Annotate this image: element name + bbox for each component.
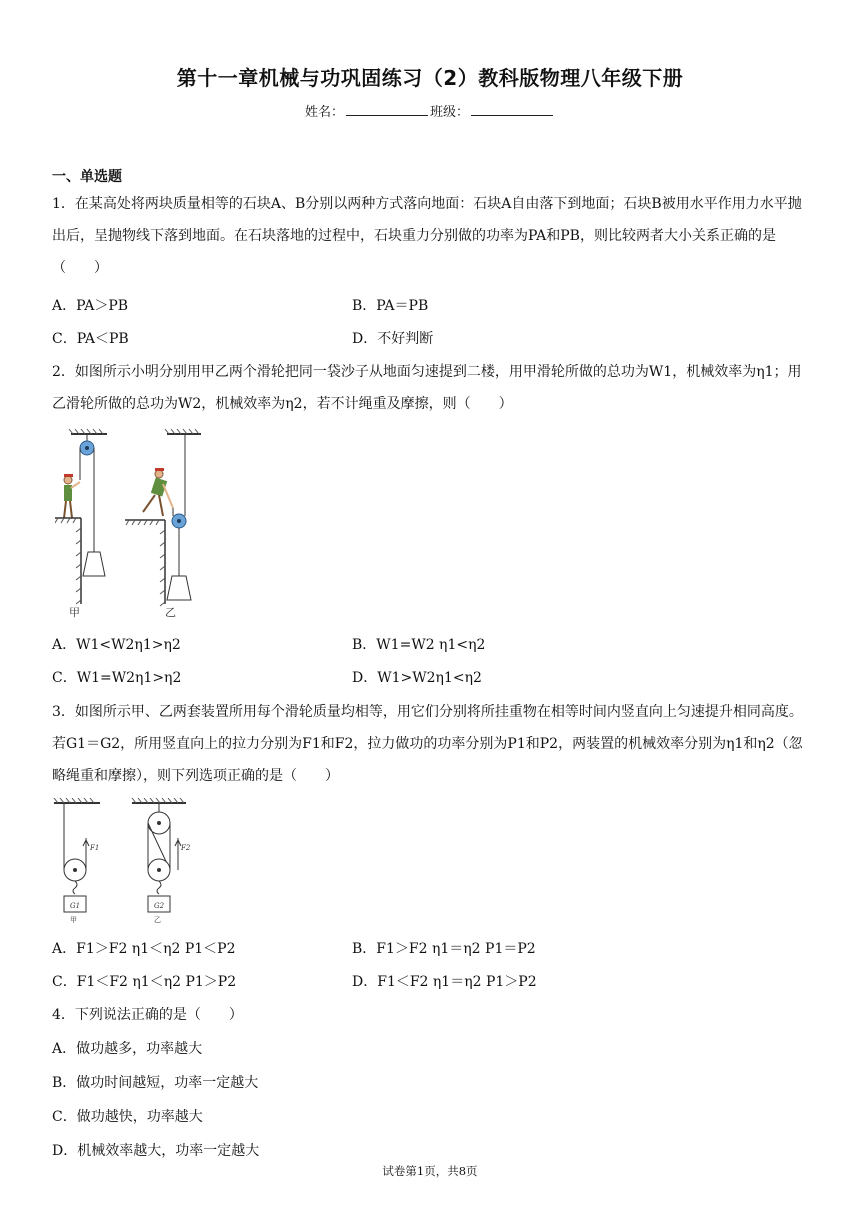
q3-label-jia: 甲 <box>70 916 77 924</box>
name-label: 姓名： <box>304 105 344 120</box>
label-g2: G2 <box>154 902 165 910</box>
page-footer: 试卷第1页，共8页 <box>382 1164 478 1178</box>
label-f2: F2 <box>181 844 191 852</box>
name-blank[interactable] <box>346 103 428 116</box>
q4-option-d[interactable]: D．机械效率越大，功率一定越大 <box>52 1143 260 1159</box>
q1-option-c[interactable]: C．PA＜PB <box>52 331 129 347</box>
question-2-stem: 2．如图所示小明分别用甲乙两个滑轮把同一袋沙子从地面匀速提到二楼，用甲滑轮所做的总功为W1，机械效率为η1；用乙滑轮所做的总功为W2，机械效率为η2，若不计绳重及摩擦，则（ ） <box>52 364 802 412</box>
q2-option-a[interactable]: A．W1<W2η1>η2 <box>52 637 181 653</box>
label-f1: F1 <box>90 844 100 852</box>
q3-option-d[interactable]: D．F1＜F2 η1＝η2 P1＞P2 <box>352 974 537 990</box>
q2-option-c[interactable]: C．W1=W2η1>η2 <box>52 670 182 686</box>
q4-option-a[interactable]: A．做功越多，功率越大 <box>52 1041 203 1057</box>
q2-pulley-figure <box>55 428 215 620</box>
section-heading: 一、单选题 <box>52 169 122 185</box>
label-g1: G1 <box>70 902 81 910</box>
q3-label-yi: 乙 <box>154 916 161 924</box>
q3-pulley-figure <box>52 798 192 926</box>
figure-label-jia: 甲 <box>69 606 80 619</box>
class-label: 班级： <box>430 105 470 120</box>
q1-option-b[interactable]: B．PA＝PB <box>352 298 429 314</box>
q2-option-b[interactable]: B．W1=W2 η1<η2 <box>352 637 486 653</box>
q3-option-c[interactable]: C．F1＜F2 η1＜η2 P1＞P2 <box>52 974 237 990</box>
q3-option-b[interactable]: B．F1＞F2 η1＝η2 P1＝P2 <box>352 941 536 957</box>
q1-option-a[interactable]: A．PA＞PB <box>52 298 129 314</box>
figure-label-yi: 乙 <box>165 606 176 619</box>
q3-option-a[interactable]: A．F1＞F2 η1＜η2 P1＜P2 <box>52 941 236 957</box>
class-blank[interactable] <box>471 103 553 116</box>
question-1-stem: 1．在某高处将两块质量相等的石块A、B分别以两种方式落向地面：石块A自由落下到地面；石块B被用水平作用力水平抛出后，呈抛物线下落到地面。在石块落地的过程中，石块重力分别做的功率为PA和PB，则比较两者大小关系正确的是（ ） <box>52 196 802 276</box>
q4-option-c[interactable]: C．做功越快，功率越大 <box>52 1109 203 1125</box>
question-3-stem: 3．如图所示甲、乙两套装置所用每个滑轮质量均相等，用它们分别将所挂重物在相等时间内竖直向上匀速提升相同高度。若G1＝G2，所用竖直向上的拉力分别为F1和F2，拉力做功的功率分别为P1和P2，两装置的机械效率分别为η1和η2（忽略绳重和摩擦），则下列选项正确的是（ ） <box>52 704 803 784</box>
page-title: 第十一章机械与功巩固练习（2）教科版物理八年级下册 <box>176 66 684 90</box>
q2-option-d[interactable]: D．W1>W2η1<η2 <box>352 670 482 686</box>
q4-option-b[interactable]: B．做功时间越短，功率一定越大 <box>52 1075 259 1091</box>
q1-option-d[interactable]: D．不好判断 <box>352 331 434 347</box>
question-4-stem: 4．下列说法正确的是（ ） <box>52 1007 243 1023</box>
student-info-line <box>0 101 860 120</box>
